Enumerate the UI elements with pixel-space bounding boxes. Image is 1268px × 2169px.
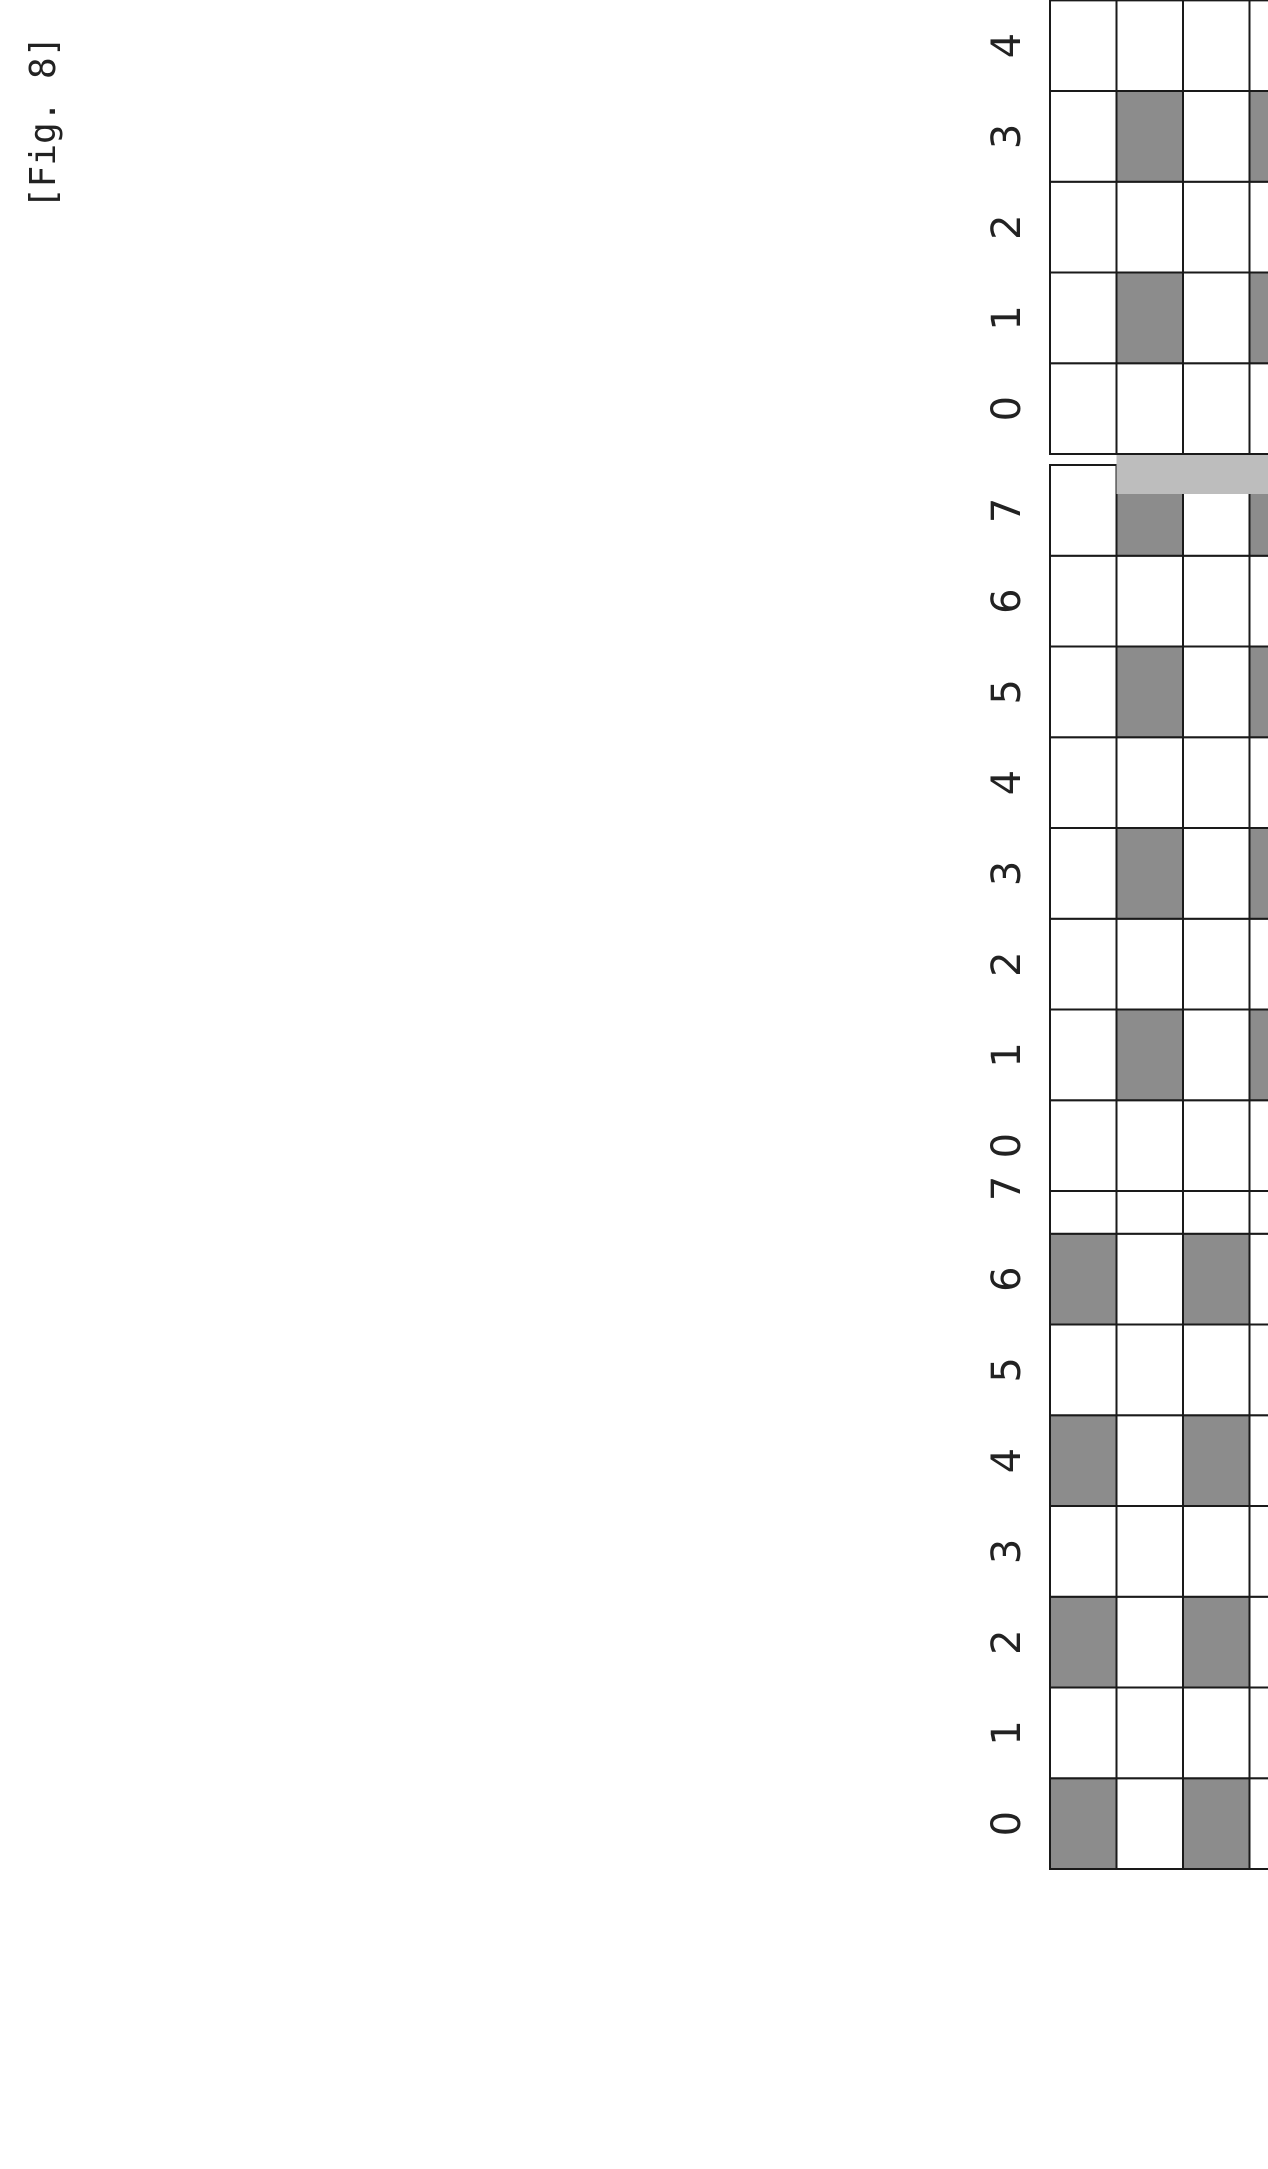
- row-label: 2: [984, 951, 1030, 977]
- row-label: 3: [984, 1538, 1030, 1565]
- cell-r1-c2: [1183, 273, 1250, 364]
- cell-r1-c2: [1183, 1010, 1250, 1101]
- cell-r5-c0: [1050, 647, 1117, 738]
- cell-r6-c0: [1050, 556, 1117, 647]
- row-label: 7: [984, 497, 1030, 524]
- cell-r0-c3: [1250, 1778, 1268, 1869]
- cell-r0-c1: [1117, 1778, 1184, 1869]
- cell-r4-c1: [1117, 1415, 1184, 1506]
- cell-r3-c3: [1250, 828, 1268, 919]
- cell-r3-c1: [1117, 91, 1184, 182]
- cell-r3-c0: [1050, 1506, 1117, 1597]
- row-label: 0: [984, 1132, 1030, 1159]
- row-label: 1: [984, 1042, 1030, 1068]
- row-label: 1: [984, 305, 1030, 331]
- cell-r3-c2: [1183, 1506, 1250, 1597]
- cell-r1-c3: [1250, 1010, 1268, 1101]
- row-label: 7: [984, 1175, 1030, 1202]
- cell-r2-c0: [1050, 919, 1117, 1010]
- cell-r4-c1: [1117, 0, 1184, 91]
- cell-r4-c0: [1050, 1415, 1117, 1506]
- panels: [984, 0, 1268, 1869]
- cell-r3-c1: [1117, 828, 1184, 919]
- row-label: 3: [984, 860, 1030, 887]
- cell-r0-c2: [1183, 363, 1250, 454]
- cell-r2-c0: [1050, 1597, 1117, 1688]
- rotated-figure: [23, 0, 1268, 1869]
- cell-r0-c2: [1183, 1778, 1250, 1869]
- row-label: 3: [984, 123, 1030, 150]
- row-label: 4: [984, 1447, 1030, 1474]
- cell-r1-c0: [1050, 1688, 1117, 1779]
- cell-r2-c1: [1117, 1597, 1184, 1688]
- cell-r4-c3: [1250, 1415, 1268, 1506]
- cell-r0-c0: [1050, 1778, 1117, 1869]
- panel-b: [984, 414, 1268, 1191]
- cell-r5-c3: [1250, 1325, 1268, 1416]
- cell-r6-c1: [1117, 556, 1184, 647]
- cell-r2-c3: [1250, 1597, 1268, 1688]
- cell-r6-c2: [1183, 1234, 1250, 1325]
- cell-r4-c2: [1183, 1415, 1250, 1506]
- cell-r4-c1: [1117, 737, 1184, 828]
- cell-r5-c3: [1250, 647, 1268, 738]
- cell-r5-c1: [1117, 647, 1184, 738]
- cell-r0-c3: [1250, 363, 1268, 454]
- cell-r1-c1: [1117, 1010, 1184, 1101]
- row-label: 1: [984, 1720, 1030, 1746]
- cell-r6-c1: [1117, 1234, 1184, 1325]
- cell-r6-c3: [1250, 556, 1268, 647]
- cell-r2-c1: [1117, 919, 1184, 1010]
- cell-r4-c3: [1250, 0, 1268, 91]
- cell-r0-c1: [1117, 1100, 1184, 1191]
- cell-r0-c0: [1050, 1100, 1117, 1191]
- cell-r0-c3: [1250, 1100, 1268, 1191]
- row-label: 5: [984, 1357, 1030, 1383]
- cell-r5-c2: [1183, 647, 1250, 738]
- cell-r1-c0: [1050, 1010, 1117, 1101]
- cell-r2-c1: [1117, 182, 1184, 273]
- cell-r2-c3: [1250, 919, 1268, 1010]
- row-label: 6: [984, 1266, 1030, 1292]
- cell-r4-c2: [1183, 0, 1250, 91]
- cell-r3-c3: [1250, 1506, 1268, 1597]
- cell-r4-c0: [1050, 737, 1117, 828]
- cell-r1-c1: [1117, 273, 1184, 364]
- panel-a: [984, 1092, 1268, 1869]
- cell-r6-c0: [1050, 1234, 1117, 1325]
- row-label: 4: [984, 769, 1030, 796]
- cell-r4-c0: [1050, 0, 1117, 91]
- cell-r7-c0: [1050, 465, 1117, 556]
- cell-r1-c2: [1183, 1688, 1250, 1779]
- row-label: 5: [984, 679, 1030, 705]
- cell-r2-c0: [1050, 182, 1117, 273]
- row-label: 2: [984, 1629, 1030, 1655]
- row-label: 2: [984, 214, 1030, 240]
- cell-r1-c1: [1117, 1688, 1184, 1779]
- cell-r3-c3: [1250, 91, 1268, 182]
- figure-label: [Fig. 8]: [23, 35, 64, 209]
- cell-r1-c3: [1250, 1688, 1268, 1779]
- cell-r3-c1: [1117, 1506, 1184, 1597]
- cell-r5-c0: [1050, 1325, 1117, 1416]
- cell-r0-c1: [1117, 363, 1184, 454]
- panel-c: [984, 0, 1268, 494]
- cell-r3-c2: [1183, 828, 1250, 919]
- row-label: 6: [984, 588, 1030, 614]
- cell-r3-c2: [1183, 91, 1250, 182]
- row-label: 4: [984, 32, 1030, 59]
- cell-r6-c2: [1183, 556, 1250, 647]
- cell-r4-c3: [1250, 737, 1268, 828]
- row-label: 0: [984, 395, 1030, 422]
- cell-r0-c2: [1183, 1100, 1250, 1191]
- cell-r3-c0: [1050, 91, 1117, 182]
- cell-r2-c2: [1183, 1597, 1250, 1688]
- cell-r1-c3: [1250, 273, 1268, 364]
- cell-r5-c1: [1117, 1325, 1184, 1416]
- cell-r6-c3: [1250, 1234, 1268, 1325]
- cell-r2-c2: [1183, 182, 1250, 273]
- row-label: 0: [984, 1810, 1030, 1837]
- cell-r4-c2: [1183, 737, 1250, 828]
- cell-r1-c0: [1050, 273, 1117, 364]
- cell-r0-c0: [1050, 363, 1117, 454]
- cell-r2-c2: [1183, 919, 1250, 1010]
- cell-r2-c3: [1250, 182, 1268, 273]
- cell-r5-c2: [1183, 1325, 1250, 1416]
- cell-r3-c0: [1050, 828, 1117, 919]
